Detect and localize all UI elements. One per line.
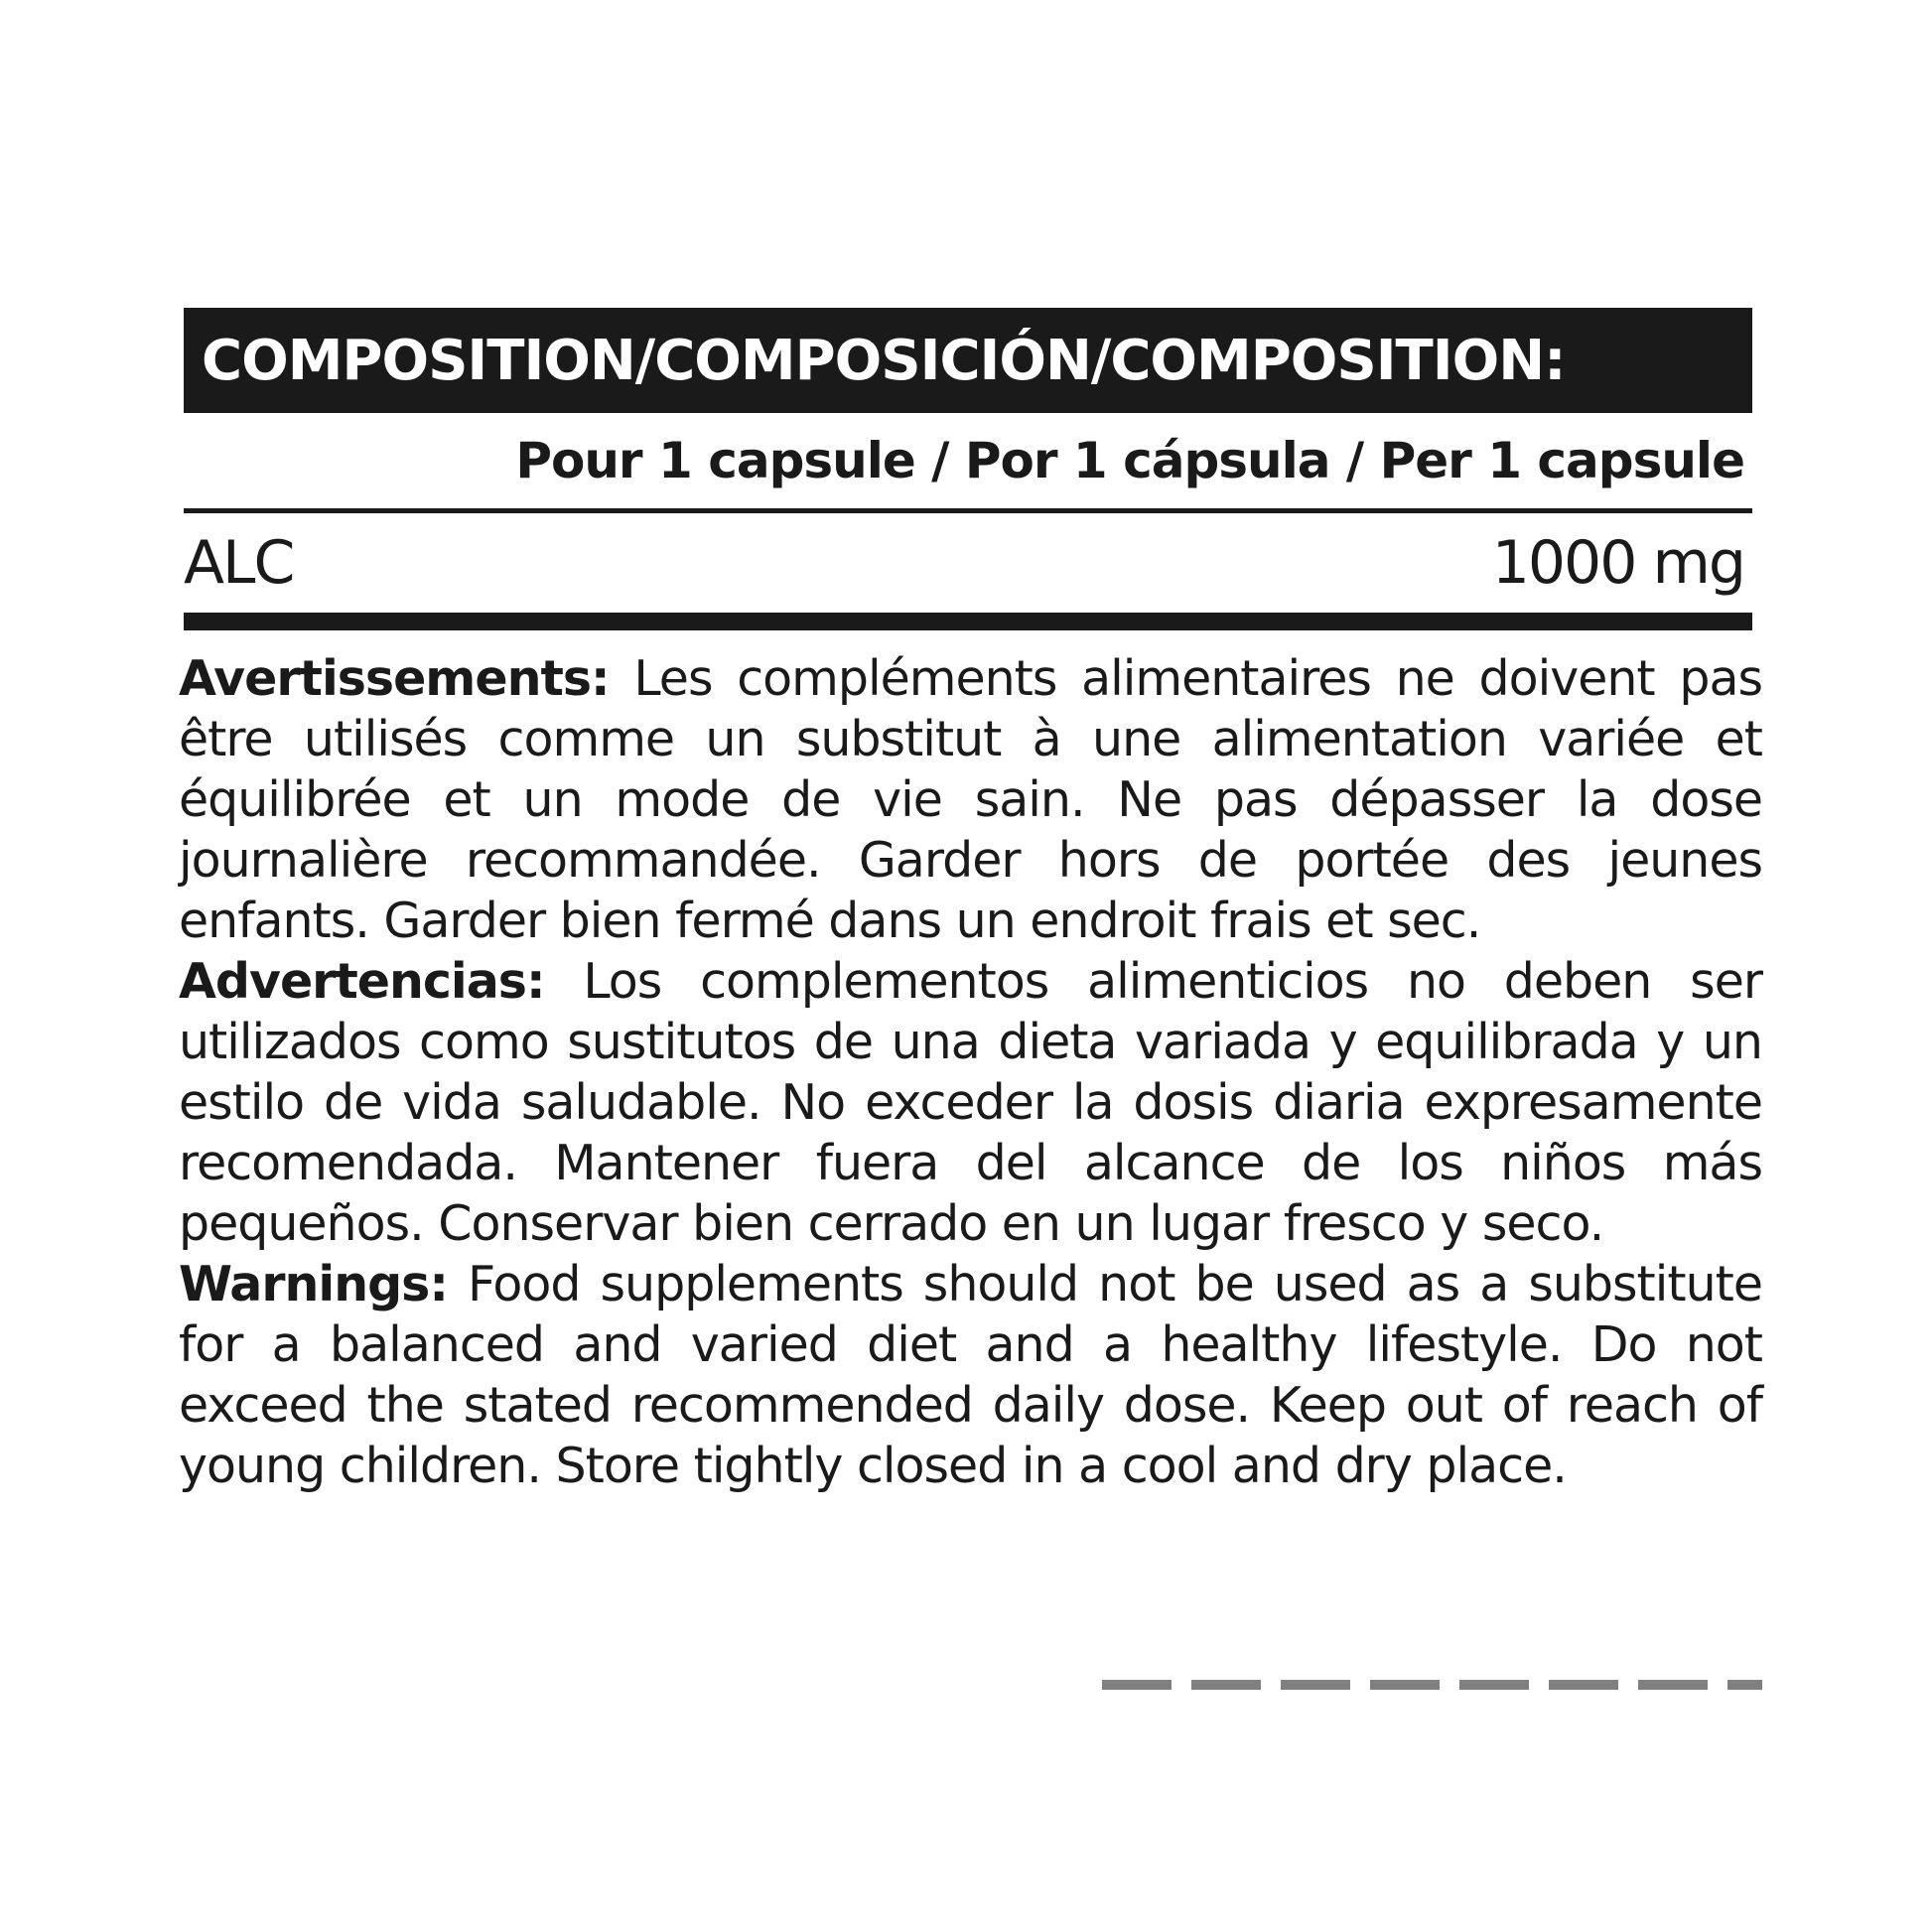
ingredient-name: ALC — [184, 528, 294, 598]
warning-heading: Advertencias: — [179, 953, 545, 1010]
ingredient-row — [184, 513, 1752, 613]
warning-text: Food supplements should not be used as a substitute for a balanced and varied diet and a healthy lifestyle. Do not exceed the stated recommended daily dose. Keep out of reach of young children. Store tightly closed in a cool and dry place. — [179, 1256, 1762, 1494]
warning-spanish — [179, 951, 1762, 1254]
serving-size: Pour 1 capsule / Por 1 cápsula / Per 1 capsule — [515, 432, 1744, 489]
composition-title: COMPOSITION/COMPOSICIÓN/COMPOSITION: — [202, 328, 1566, 393]
ingredient-amount: 1000 mg — [1491, 528, 1744, 598]
warning-french — [179, 648, 1762, 951]
warning-english — [179, 1254, 1762, 1496]
warning-text: Los complementos alimenticios no deben ser utilizados como sustitutos de una dieta variada y equilibrada y un estilo de vida saludable. No exceder la dosis diaria expresamente recomendada. Mantener fuera del alcance de los niños más pequeños. Conservar bien cerrado en un lugar fresco y seco. — [179, 953, 1762, 1252]
cropped-text-fragment — [1102, 1680, 1762, 1690]
composition-label — [179, 308, 1762, 1496]
warnings-section — [179, 648, 1762, 1496]
warning-heading: Warnings: — [179, 1256, 448, 1312]
warning-text: Les compléments alimentaires ne doivent pas être utilisés comme un substitut à une alimentation variée et équilibrée et un mode de vie sain. Ne pas dépasser la dose journalière recommandée. Garder hors de portée des jeunes enfants. Garder bien fermé dans un endroit frais et sec. — [179, 650, 1762, 949]
thick-divider — [184, 613, 1752, 630]
warning-heading: Avertissements: — [179, 650, 610, 707]
composition-header — [184, 308, 1752, 413]
